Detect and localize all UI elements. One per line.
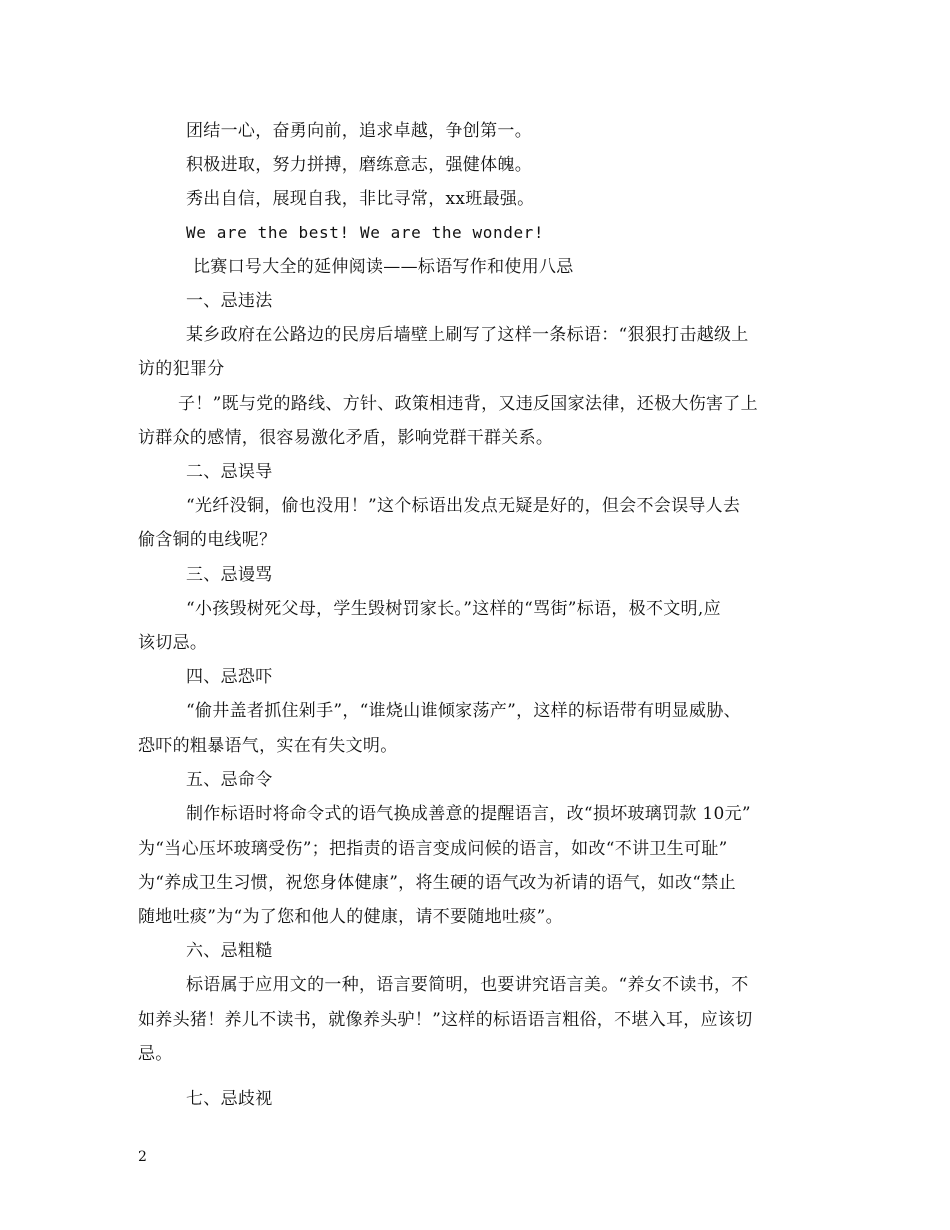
slogan-line: 团结一心，奋勇向前，追求卓越，争创第一。: [186, 121, 532, 141]
section-title: 七、忌歧视: [186, 1089, 273, 1109]
paragraph-line: 访群众的感情，很容易激化矛盾，影响党群干群关系。: [138, 428, 554, 448]
section-title: 四、忌恐吓: [186, 667, 273, 687]
section-heading: 比赛口号大全的延伸阅读——标语写作和使用八忌: [193, 257, 574, 277]
paragraph-line: 该切忌。: [138, 633, 208, 653]
paragraph-line: 如养头猪！养儿不读书，就像养头驴！”这样的标语语言粗俗，不堪入耳，应该切: [138, 1010, 753, 1030]
paragraph-line: 为“当心压坏玻璃受伤”；把指责的语言变成问候的语言，如改“不讲卫生可耻”: [138, 839, 728, 859]
paragraph-line: 忌。: [138, 1044, 173, 1064]
paragraph-line: “光纤没铜，偷也没用！”这个标语出发点无疑是好的，但会不会误导人去: [186, 496, 741, 516]
paragraph-line: 随地吐痰”为“为了您和他人的健康，请不要随地吐痰”。: [138, 907, 563, 927]
paragraph-line: 访的犯罪分: [138, 359, 225, 379]
paragraph-line: 制作标语时将命令式的语气换成善意的提醒语言，改“损坏玻璃罚款 10元”: [186, 804, 751, 824]
section-title: 五、忌命令: [186, 770, 273, 790]
section-title: 一、忌违法: [186, 291, 273, 311]
section-title: 三、忌谩骂: [186, 565, 273, 585]
paragraph-line: 标语属于应用文的一种，语言要简明，也要讲究语言美。“养女不读书，不: [186, 975, 749, 995]
slogan-line: 积极进取，努力拼搏，磨练意志，强健体魄。: [186, 155, 532, 175]
paragraph-line: “小孩毁树死父母，学生毁树罚家长。”这样的“骂街”标语，极不文明,应: [186, 599, 721, 619]
paragraph-line: “偷井盖者抓住剁手”，“谁烧山谁倾家荡产”，这样的标语带有明显威胁、: [186, 701, 741, 721]
paragraph-line: 为“养成卫生习惯，祝您身体健康”，将生硬的语气改为祈请的语气，如改“禁止: [138, 873, 736, 893]
slogan-line-english: We are the best! We are the wonder!: [186, 223, 545, 242]
slogan-line: 秀出自信，展现自我，非比寻常，xx班最强。: [186, 189, 535, 209]
section-title: 六、忌粗糙: [186, 941, 273, 961]
paragraph-line: 恐吓的粗暴语气，实在有失文明。: [138, 736, 398, 756]
paragraph-line: 偷含铜的电线呢？: [138, 530, 277, 550]
paragraph-line: 子！”既与党的路线、方针、政策相违背，又违反国家法律，还极大伤害了上: [178, 394, 758, 414]
paragraph-line: 某乡政府在公路边的民房后墙壁上刷写了这样一条标语：“狠狠打击越级上: [186, 325, 749, 345]
section-title: 二、忌误导: [186, 462, 273, 482]
page-number: 2: [138, 1149, 147, 1165]
